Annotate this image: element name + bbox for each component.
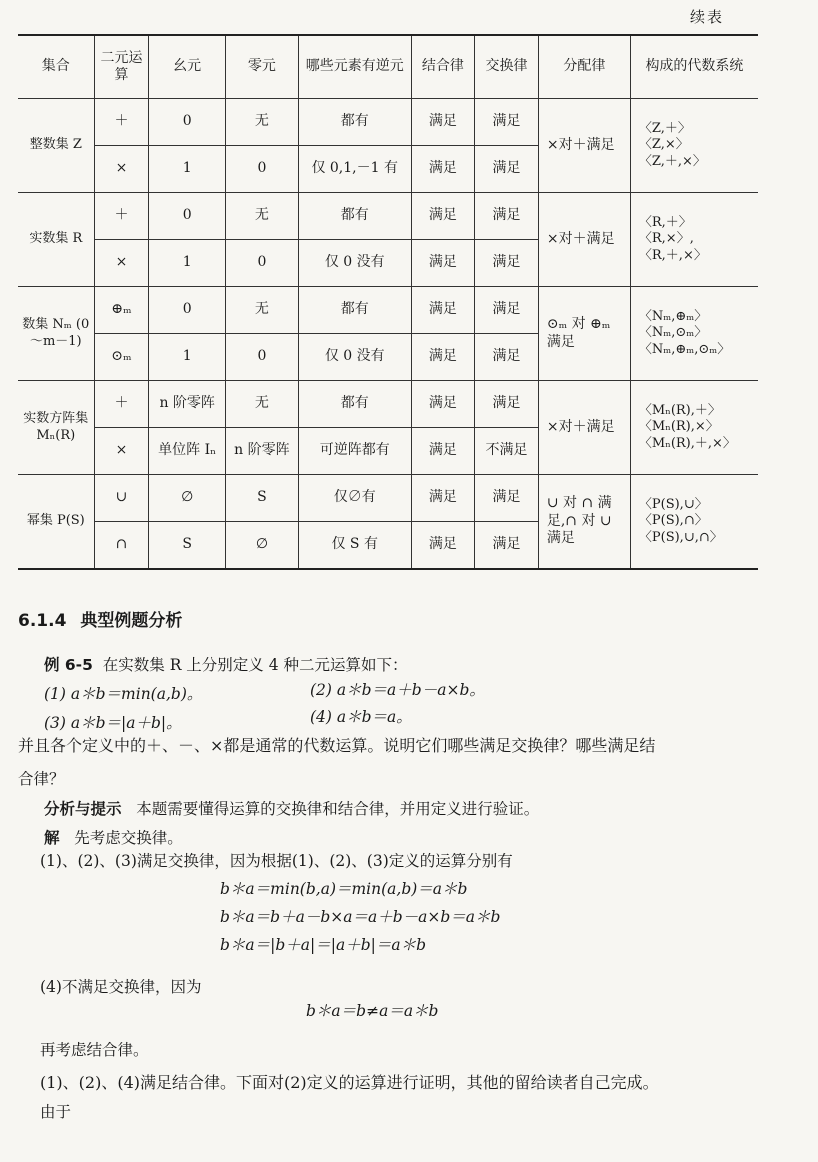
inverse-cell: 都有 <box>298 193 411 240</box>
table-body <box>18 99 758 570</box>
operation-cell: ＋ <box>94 193 149 240</box>
table-row <box>18 287 758 334</box>
algebraic-system-item: 〈P(S),∪〉 <box>638 497 708 513</box>
zero-cell: 0 <box>225 146 298 193</box>
analysis-label: 分析与提示 <box>44 800 122 818</box>
identity-cell: 0 <box>149 287 226 334</box>
section-title: 典型例题分析 <box>80 611 183 631</box>
identity-cell: 0 <box>149 99 226 146</box>
commutative-cell: 满足 <box>475 287 539 334</box>
algebraic-system-item: 〈Mₙ(R),＋,×〉 <box>638 435 736 451</box>
continued-label: 续表 <box>690 8 725 26</box>
associative-cell: 满足 <box>411 193 475 240</box>
inverse-cell: 仅∅有 <box>298 475 411 522</box>
algebraic-system-item: 〈Nₘ,⊙ₘ〉 <box>638 325 708 341</box>
header-set: 集合 <box>18 35 94 99</box>
distributive-cell: ×对＋满足 <box>538 193 630 287</box>
identity-cell: 1 <box>149 240 226 287</box>
operation-cell: ∪ <box>94 475 149 522</box>
algebraic-system-item: 〈P(S),∩〉 <box>638 513 708 529</box>
table-row <box>18 193 758 240</box>
analysis-text: 本题需要懂得运算的交换律和结合律，并用定义进行验证。 <box>136 800 540 818</box>
equation-4: b＊a＝b≠a＝a＊b <box>306 1002 439 1020</box>
identity-cell: 0 <box>149 193 226 240</box>
algebraic-system-item: 〈Z,＋〉 <box>638 121 691 137</box>
inverse-cell: 仅 0,1,－1 有 <box>298 146 411 193</box>
inverse-cell: 仅 S 有 <box>298 522 411 570</box>
operation-cell: × <box>94 146 149 193</box>
operation-cell: ∩ <box>94 522 149 570</box>
algebraic-system-cell <box>630 475 758 570</box>
distributive-cell: ×对＋满足 <box>538 381 630 475</box>
identity-cell: 单位阵 Iₙ <box>149 428 226 475</box>
commutative-cell: 满足 <box>475 475 539 522</box>
associative-cell: 满足 <box>411 475 475 522</box>
associative-cell: 满足 <box>411 381 475 428</box>
associative-cell: 满足 <box>411 240 475 287</box>
zero-cell: ∅ <box>225 522 298 570</box>
zero-cell: n 阶零阵 <box>225 428 298 475</box>
solution-line1: (1)、(2)、(3)满足交换律，因为根据(1)、(2)、(3)定义的运算分别有 <box>40 852 513 870</box>
operation-cell: ＋ <box>94 99 149 146</box>
algebraic-system-item: 〈Nₘ,⊕ₘ〉 <box>638 309 708 325</box>
algebraic-system-item: 〈R,×〉, <box>638 231 694 247</box>
equation-2: b＊a＝b＋a－b×a＝a＋b－a×b＝a＊b <box>220 908 501 926</box>
example-intro <box>44 656 408 675</box>
operation-cell: ＋ <box>94 381 149 428</box>
algebraic-system-cell <box>630 99 758 193</box>
commutative-cell: 满足 <box>475 193 539 240</box>
associative-cell: 满足 <box>411 334 475 381</box>
table-row <box>18 475 758 522</box>
commutative-cell: 满足 <box>475 240 539 287</box>
example-label: 例 6-5 <box>44 656 93 674</box>
equation-1: b＊a＝min(b,a)＝min(a,b)＝a＊b <box>220 880 468 898</box>
identity-cell: n 阶零阵 <box>149 381 226 428</box>
table-row <box>18 99 758 146</box>
inverse-cell: 都有 <box>298 99 411 146</box>
solution-line5: 由于 <box>40 1103 72 1121</box>
algebraic-system-cell <box>630 193 758 287</box>
identity-cell: 1 <box>149 146 226 193</box>
algebra-properties-table <box>18 34 758 570</box>
definition-1: (1) a＊b＝min(a,b)。 <box>44 685 203 703</box>
identity-cell: ∅ <box>149 475 226 522</box>
definition-4: (4) a＊b＝a。 <box>310 708 412 726</box>
distributive-cell: ⊙ₘ 对 ⊕ₘ 满足 <box>538 287 630 381</box>
identity-cell: 1 <box>149 334 226 381</box>
commutative-cell: 满足 <box>475 522 539 570</box>
inverse-cell: 都有 <box>298 381 411 428</box>
algebraic-system-cell <box>630 287 758 381</box>
solution-line2: (4)不满足交换律，因为 <box>40 978 202 996</box>
inverse-cell: 都有 <box>298 287 411 334</box>
set-name-cell: 幂集 P(S) <box>18 475 94 570</box>
solution-paragraph <box>44 829 183 848</box>
commutative-cell: 不满足 <box>475 428 539 475</box>
zero-cell: 无 <box>225 381 298 428</box>
associative-cell: 满足 <box>411 287 475 334</box>
algebraic-system-item: 〈P(S),∪,∩〉 <box>638 529 723 545</box>
identity-cell: S <box>149 522 226 570</box>
header-identity: 幺元 <box>149 35 226 99</box>
operation-cell: × <box>94 428 149 475</box>
zero-cell: S <box>225 475 298 522</box>
solution-line3: 再考虑结合律。 <box>40 1041 149 1059</box>
header-zero: 零元 <box>225 35 298 99</box>
zero-cell: 无 <box>225 287 298 334</box>
algebraic-system-item: 〈R,＋〉 <box>638 215 692 231</box>
inverse-cell: 仅 0 没有 <box>298 334 411 381</box>
set-name-cell: 实数方阵集 Mₙ(R) <box>18 381 94 475</box>
inverse-cell: 可逆阵都有 <box>298 428 411 475</box>
algebraic-system-item: 〈Nₘ,⊕ₘ,⊙ₘ〉 <box>638 341 731 357</box>
solution-label: 解 <box>44 829 60 847</box>
operation-cell: ⊕ₘ <box>94 287 149 334</box>
equation-3: b＊a＝|b＋a|＝|a＋b|＝a＊b <box>220 936 427 954</box>
algebraic-system-item: 〈Mₙ(R),×〉 <box>638 419 719 435</box>
inverse-cell: 仅 0 没有 <box>298 240 411 287</box>
operation-cell: ⊙ₘ <box>94 334 149 381</box>
section-heading <box>18 606 182 631</box>
zero-cell: 0 <box>225 334 298 381</box>
header-algebraic-system: 构成的代数系统 <box>630 35 758 99</box>
zero-cell: 无 <box>225 193 298 240</box>
commutative-cell: 满足 <box>475 99 539 146</box>
zero-cell: 无 <box>225 99 298 146</box>
zero-cell: 0 <box>225 240 298 287</box>
example-question-line2: 合律？ <box>18 770 65 788</box>
table-row <box>18 381 758 428</box>
commutative-cell: 满足 <box>475 146 539 193</box>
header-distributive: 分配律 <box>538 35 630 99</box>
set-name-cell: 数集 Nₘ (0～m－1) <box>18 287 94 381</box>
algebraic-system-cell <box>630 381 758 475</box>
solution-text: 先考虑交换律。 <box>74 829 183 847</box>
definition-3: (3) a＊b＝|a＋b|。 <box>44 714 182 732</box>
commutative-cell: 满足 <box>475 334 539 381</box>
algebraic-system-item: 〈Mₙ(R),＋〉 <box>638 403 721 419</box>
example-intro-text: 在实数集 R 上分别定义 4 种二元运算如下： <box>102 656 408 674</box>
set-name-cell: 整数集 Z <box>18 99 94 193</box>
associative-cell: 满足 <box>411 522 475 570</box>
algebraic-system-item: 〈R,＋,×〉 <box>638 247 707 263</box>
set-name-cell: 实数集 R <box>18 193 94 287</box>
header-associative: 结合律 <box>411 35 475 99</box>
distributive-cell: ∪ 对 ∩ 满足,∩ 对 ∪ 满足 <box>538 475 630 570</box>
table-header-row <box>18 35 758 99</box>
commutative-cell: 满足 <box>475 381 539 428</box>
associative-cell: 满足 <box>411 146 475 193</box>
distributive-cell: ×对＋满足 <box>538 99 630 193</box>
definition-2: (2) a＊b＝a＋b－a×b。 <box>310 681 485 699</box>
associative-cell: 满足 <box>411 428 475 475</box>
header-inverse: 哪些元素有逆元 <box>298 35 411 99</box>
operation-cell: × <box>94 240 149 287</box>
solution-line4: (1)、(2)、(4)满足结合律。下面对(2)定义的运算进行证明，其他的留给读者自己完成。 <box>40 1073 659 1092</box>
algebraic-system-item: 〈Z,×〉 <box>638 137 689 153</box>
associative-cell: 满足 <box>411 99 475 146</box>
analysis-paragraph <box>44 800 539 819</box>
algebraic-system-item: 〈Z,＋,×〉 <box>638 153 706 169</box>
header-commutative: 交换律 <box>475 35 539 99</box>
section-number: 6.1.4 <box>18 611 67 631</box>
header-operation: 二元运算 <box>94 35 149 99</box>
example-question-line1: 并且各个定义中的＋、－、×都是通常的代数运算。说明它们哪些满足交换律？哪些满足结 <box>18 736 656 755</box>
